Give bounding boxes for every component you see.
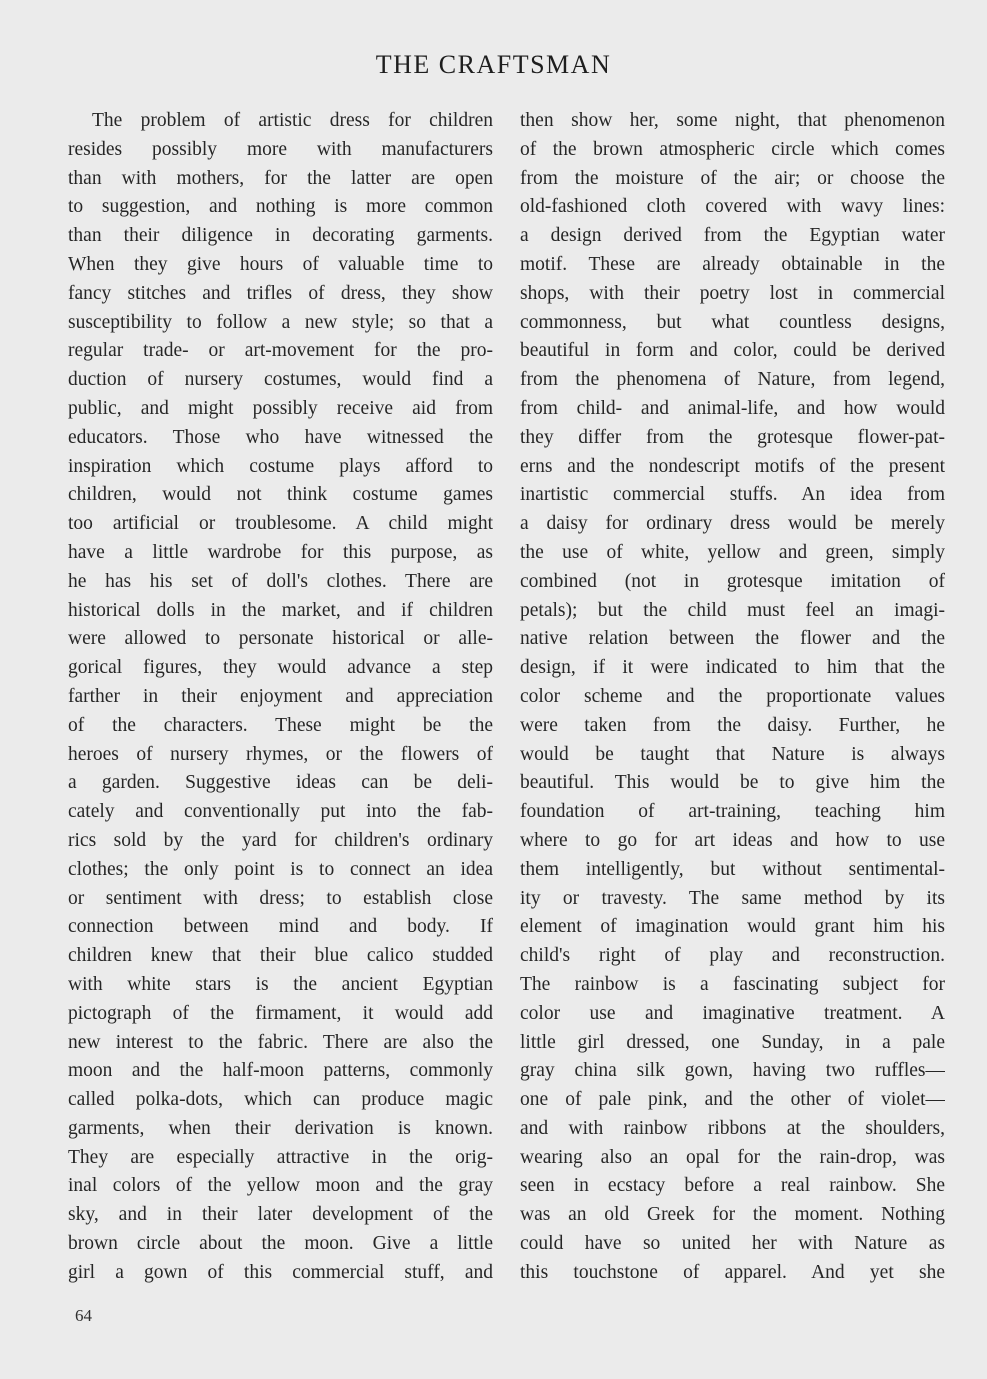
text-line: element of imagination would grant him his [520,916,945,938]
text-line: was an old Greek for the moment. Nothing [520,1204,945,1226]
text-line: little girl dressed, one Sunday, in a pale [520,1031,945,1053]
text-line: a design derived from the Egyptian water [520,225,945,247]
text-line: where to go for art ideas and how to use [520,829,945,851]
text-line: or sentiment with dress; to establish close [68,887,493,909]
text-line: rics sold by the yard for children's ordinary [68,829,493,851]
text-line: were allowed to personate historical or alle- [68,628,493,650]
text-line: foundation of art-training, teaching him [520,801,945,823]
right-column [520,107,945,1288]
text-line: than with mothers, for the latter are open [68,167,493,189]
text-line: a daisy for ordinary dress would be merely [520,513,945,535]
text-line: were taken from the daisy. Further, he [520,714,945,736]
text-line: too artificial or troublesome. A child might [68,513,493,535]
text-line: resides possibly more with manufacturers [68,138,493,160]
text-line: connection between mind and body. If [68,916,493,938]
text-line: motif. These are already obtainable in the [520,253,945,275]
text-line: them intelligently, but without sentimental- [520,858,945,880]
text-line: he has his set of doll's clothes. There are [68,570,493,592]
text-line: duction of nursery costumes, would find a [68,369,493,391]
text-line: commonness, but what countless designs, [520,311,945,333]
text-line: brown circle about the moon. Give a little [68,1233,493,1255]
text-line: design, if it were indicated to him that the [520,657,945,679]
text-line: the use of white, yellow and green, simply [520,541,945,563]
text-line: shops, with their poetry lost in commercial [520,282,945,304]
text-line: from the phenomena of Nature, from legend, [520,369,945,391]
text-line: from child- and animal-life, and how would [520,397,945,419]
text-line: with white stars is the ancient Egyptian [68,973,493,995]
text-line: this touchstone of apparel. And yet she [520,1261,945,1283]
text-line: from the moisture of the air; or choose the [520,167,945,189]
text-line: inartistic commercial stuffs. An idea from [520,484,945,506]
text-line: historical dolls in the market, and if children [68,599,493,621]
text-line: When they give hours of valuable time to [68,253,493,275]
text-line: called polka-dots, which can produce magic [68,1089,493,1111]
text-line: gray china silk gown, having two ruffles— [520,1060,945,1082]
text-line: native relation between the flower and the [520,628,945,650]
text-line: sky, and in their later development of the [68,1204,493,1226]
text-line: of the brown atmospheric circle which comes [520,138,945,160]
text-line: farther in their enjoyment and appreciation [68,685,493,707]
text-line: petals); but the child must feel an imagi- [520,599,945,621]
text-line: inal colors of the yellow moon and the gray [68,1175,493,1197]
text-line: a garden. Suggestive ideas can be deli- [68,772,493,794]
text-line: garments, when their derivation is known. [68,1117,493,1139]
text-line: clothes; the only point is to connect an idea [68,858,493,880]
text-line: would be taught that Nature is always [520,743,945,765]
text-line: children, would not think costume games [68,484,493,506]
text-line: educators. Those who have witnessed the [68,426,493,448]
text-line: heroes of nursery rhymes, or the flowers of [68,743,493,765]
text-line: color use and imaginative treatment. A [520,1002,945,1024]
text-line: cately and conventionally put into the fab- [68,801,493,823]
text-line: have a little wardrobe for this purpose, as [68,541,493,563]
text-line: to suggestion, and nothing is more common [68,196,493,218]
text-line: color scheme and the proportionate values [520,685,945,707]
text-line: regular trade- or art-movement for the pro- [68,340,493,362]
text-line: combined (not in grotesque imitation of [520,570,945,592]
text-line: they differ from the grotesque flower-pat- [520,426,945,448]
text-line: than their diligence in decorating garments. [68,225,493,247]
text-line: The rainbow is a fascinating subject for [520,973,945,995]
text-line: and with rainbow ribbons at the shoulders, [520,1117,945,1139]
text-line: public, and might possibly receive aid from [68,397,493,419]
text-line: seen in ecstacy before a real rainbow. She [520,1175,945,1197]
page-number: 64 [75,1306,92,1325]
text-line: girl a gown of this commercial stuff, and [68,1261,493,1283]
text-line: new interest to the fabric. There are also the [68,1031,493,1053]
running-head: THE CRAFTSMAN [375,50,612,79]
text-line: of the characters. These might be the [68,714,493,736]
text-line: They are especially attractive in the orig- [68,1146,493,1168]
text-line: children knew that their blue calico studded [68,945,493,967]
text-line: could have so united her with Nature as [520,1233,945,1255]
text-line: old-fashioned cloth covered with wavy lines: [520,196,945,218]
text-line: fancy stitches and trifles of dress, they show [68,282,493,304]
text-line: susceptibility to follow a new style; so that a [68,311,493,333]
text-line: wearing also an opal for the rain-drop, was [520,1146,945,1168]
text-line: gorical figures, they would advance a step [68,657,493,679]
text-line: inspiration which costume plays afford to [68,455,493,477]
text-line: then show her, some night, that phenomenon [520,110,945,131]
text-line: pictograph of the firmament, it would add [68,1002,493,1024]
text-line: child's right of play and reconstruction. [520,945,945,967]
text-line: beautiful in form and color, could be derived [520,340,945,362]
text-line: erns and the nondescript motifs of the present [520,455,945,477]
text-line: moon and the half-moon patterns, commonly [68,1060,493,1082]
text-line: The problem of artistic dress for children [92,110,493,131]
text-line: ity or travesty. The same method by its [520,887,945,909]
text-line: beautiful. This would be to give him the [520,772,945,794]
text-line: one of pale pink, and the other of violet— [520,1089,945,1111]
left-column [68,107,493,1288]
